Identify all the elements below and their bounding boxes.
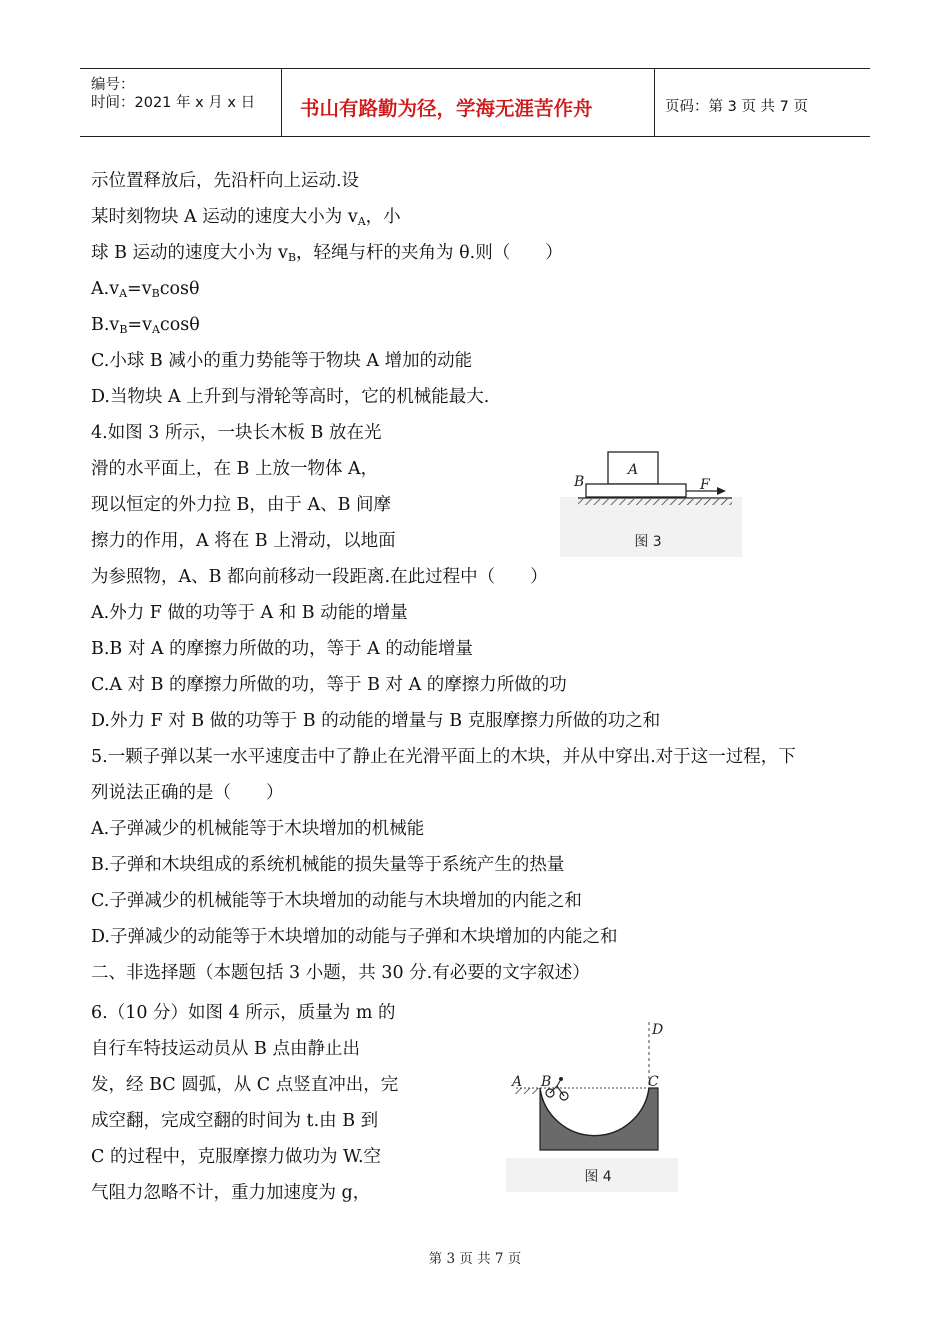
track-block bbox=[540, 1088, 658, 1150]
page-footer: 第 3 页 共 7 页 bbox=[428, 1251, 522, 1267]
label-b: B bbox=[574, 474, 585, 490]
question-6: 6.（10 分）如图 4 所示，质量为 m 的 bbox=[91, 1003, 396, 1023]
option-b: $B.v_B=v_A\cos\theta$ bbox=[91, 315, 200, 336]
date-label: 时间：2021 年 x 月 x 日 bbox=[91, 95, 256, 111]
option-a: A.外力 F 做的功等于 A 和 B 动能的增量 bbox=[91, 603, 408, 623]
header-divider bbox=[281, 69, 282, 136]
option-b: B.B 对 A 的摩擦力所做的功，等于 A 的动能增量 bbox=[91, 639, 473, 659]
figure-3 bbox=[560, 445, 742, 557]
option-a: A.子弹减少的机械能等于木块增加的机械能 bbox=[91, 819, 425, 839]
text-line: 自行车特技运动员从 B 点由静止出 bbox=[91, 1039, 360, 1059]
text-line: 滑的水平面上，在 B 上放一物体 A， bbox=[91, 459, 379, 479]
question-4: 4.如图 3 所示，一块长木板 B 放在光 bbox=[91, 423, 382, 443]
text-line: 某时刻物块 A 运动的速度大小为 $v_A$，小 bbox=[91, 207, 401, 228]
board-b bbox=[586, 484, 686, 497]
text-line: 发，经 BC 圆弧，从 C 点竖直冲出，完 bbox=[91, 1075, 399, 1095]
option-c: C.小球 B 减小的重力势能等于物块 A 增加的动能 bbox=[91, 351, 473, 371]
label-c: C bbox=[648, 1074, 659, 1090]
option-d: D.外力 F 对 B 做的功等于 B 的动能的增量与 B 克服摩擦力所做的功之和 bbox=[91, 711, 661, 731]
question-5: 5.一颗子弹以某一水平速度击中了静止在光滑平面上的木块，并从中穿出.对于这一过程，下 bbox=[91, 747, 796, 767]
figure-4 bbox=[506, 1018, 678, 1192]
label-b: B bbox=[541, 1074, 552, 1090]
label-a: A bbox=[627, 462, 639, 478]
header-divider bbox=[654, 69, 655, 136]
text-line: C 的过程中，克服摩擦力做功为 W.空 bbox=[91, 1147, 382, 1167]
text-line: 擦力的作用，A 将在 B 上滑动，以地面 bbox=[91, 531, 396, 551]
text-line: 气阻力忽略不计，重力加速度为 g， bbox=[91, 1183, 371, 1203]
text-line: 成空翻，完成空翻的时间为 t.由 B 到 bbox=[91, 1111, 379, 1131]
figure-caption: 图 4 bbox=[584, 1169, 612, 1185]
option-d: D.子弹减少的动能等于木块增加的动能与子弹和木块增加的内能之和 bbox=[91, 927, 618, 947]
section-heading: 二、非选择题（本题包括 3 小题，共 30 分.有必要的文字叙述） bbox=[91, 963, 590, 983]
label-d: D bbox=[652, 1022, 664, 1038]
page-label: 页码：第 3 页 共 7 页 bbox=[665, 99, 808, 115]
option-c: C.子弹减少的机械能等于木块增加的动能与木块增加的内能之和 bbox=[91, 891, 582, 911]
option-a: $A.v_A=v_B\cos\theta$ bbox=[91, 279, 200, 300]
motto: 书山有路勤为径，学海无涯苦作舟 bbox=[300, 97, 593, 120]
figure-caption: 图 3 bbox=[634, 534, 662, 550]
label-f: F bbox=[700, 477, 710, 493]
text-line: 为参照物，A、B 都向前移动一段距离.在此过程中（ ） bbox=[91, 567, 548, 587]
arrow-head bbox=[717, 487, 726, 495]
text-line: 现以恒定的外力拉 B，由于 A、B 间摩 bbox=[91, 495, 392, 515]
text-line: 列说法正确的是（ ） bbox=[91, 783, 284, 803]
option-b: B.子弹和木块组成的系统机械能的损失量等于系统产生的热量 bbox=[91, 855, 565, 875]
serial-label: 编号： bbox=[91, 77, 135, 93]
option-c: C.A 对 B 的摩擦力所做的功，等于 B 对 A 的摩擦力所做的功 bbox=[91, 675, 567, 695]
option-d: D.当物块 A 上升到与滑轮等高时，它的机械能最大. bbox=[91, 387, 490, 407]
ground-hatch bbox=[578, 499, 732, 505]
text-line: 球 B 运动的速度大小为 $v_B$，轻绳与杆的夹角为 θ.则（ ） bbox=[91, 243, 563, 264]
text-line: 示位置释放后，先沿杆向上运动.设 bbox=[91, 171, 360, 191]
page-header bbox=[80, 68, 870, 137]
label-a: A bbox=[512, 1074, 523, 1090]
